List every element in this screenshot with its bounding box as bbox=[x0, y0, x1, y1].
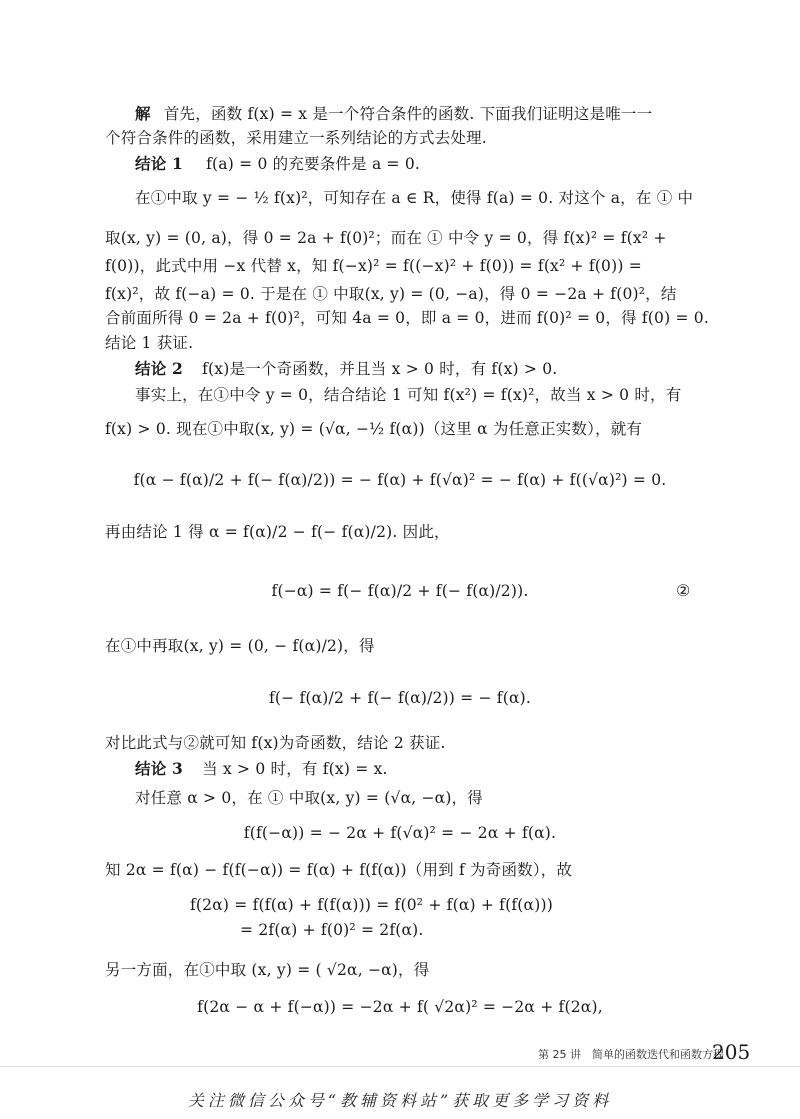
equation-4: f(f(−α)) = − 2α + f(√α)² = − 2α + f(α). bbox=[243, 824, 557, 842]
chapter-footer: 第 25 讲 简单的函数迭代和函数方程 bbox=[538, 1048, 724, 1061]
conclusion-2-title: 结论 2 bbox=[135, 359, 183, 378]
conclusion-3 bbox=[135, 759, 735, 779]
text-line: 另一方面，在①中取 (x, y) = ( √2α, −α)，得 bbox=[105, 961, 430, 979]
text-line: f(x) > 0. 现在①中取(x, y) = (√α, −½ f(α))（这里 α 为任意正实数），就有 bbox=[105, 420, 643, 438]
conclusion-1-statement: f(a) = 0 的充要条件是 a = 0. bbox=[206, 155, 421, 173]
equation-5a: f(2α) = f(f(α) + f(f(α))) = f(0² + f(α) + f(f(α))) bbox=[190, 896, 553, 914]
text-line: 事实上，在①中令 y = 0，结合结论 1 可知 f(x²) = f(x)²，故当 x > 0 时，有 bbox=[135, 386, 682, 404]
text-line: 再由结论 1 得 α = f(α)/2 − f(− f(α)/2). 因此， bbox=[105, 523, 450, 541]
conclusion-3-title: 结论 3 bbox=[135, 759, 183, 778]
intro-text: 首先，函数 f(x) = x 是一个符合条件的函数. 下面我们证明这是唯一一 bbox=[163, 105, 653, 123]
text-line: 在①中再取(x, y) = (0, − f(α)/2)，得 bbox=[105, 637, 375, 655]
equation-6: f(2α − α + f(−α)) = −2α + f( √2α)² = −2α + f(2α), bbox=[197, 998, 603, 1016]
text-line: 对任意 α > 0，在 ① 中取(x, y) = (√α, −α)，得 bbox=[135, 789, 483, 807]
equation-2: f(−α) = f(− f(α)/2 + f(− f(α)/2)). bbox=[271, 582, 529, 600]
divider bbox=[0, 1066, 800, 1067]
conclusion-1-title: 结论 1 bbox=[135, 154, 183, 173]
intro-line bbox=[105, 104, 705, 124]
watermark-text: 关注微信公众号“教辅资料站”获取更多学习资料 bbox=[187, 1091, 613, 1110]
conclusion-1 bbox=[135, 154, 735, 174]
text-line: 个符合条件的函数，采用建立一系列结论的方式去处理. bbox=[105, 129, 487, 147]
conclusion-3-statement: 当 x > 0 时，有 f(x) = x. bbox=[202, 760, 388, 778]
text-line: f(x)²，故 f(−a) = 0. 于是在 ① 中取(x, y) = (0, −a)，得 0 = −2a + f(0)²，结 bbox=[105, 285, 677, 303]
text-line: f(0))，此式中用 −x 代替 x，知 f(−x)² = f((−x)² + f(0)) = f(x² + f(0)) = bbox=[105, 257, 642, 275]
text-line: 结论 1 获证. bbox=[105, 334, 194, 352]
text-line: 知 2α = f(α) − f(f(−α)) = f(α) + f(f(α))（用到 f 为奇函数），故 bbox=[105, 861, 573, 879]
equation-3: f(− f(α)/2 + f(− f(α)/2)) = − f(α). bbox=[268, 689, 532, 707]
conclusion-2-statement: f(x)是一个奇函数，并且当 x > 0 时，有 f(x) > 0. bbox=[202, 360, 558, 378]
solution-label: 解 bbox=[135, 104, 151, 123]
equation-5b: = 2f(α) + f(0)² = 2f(α). bbox=[240, 921, 424, 939]
text-line: 合前面所得 0 = 2a + f(0)²，可知 4a = 0，即 a = 0，进而 f(0)² = 0，得 f(0) = 0. bbox=[105, 309, 709, 327]
text-line: 取(x, y) = (0, a)，得 0 = 2a + f(0)²；而在 ① 中令 y = 0，得 f(x)² = f(x² + bbox=[105, 229, 667, 247]
text-line: 在①中取 y = − ½ f(x)²，可知存在 a ∈ R，使得 f(a) = 0. 对这个 a，在 ① 中 bbox=[135, 189, 694, 207]
page-number: 205 bbox=[712, 1040, 751, 1064]
equation-number-2: ② bbox=[676, 581, 691, 600]
equation-1: f(α − f(α)/2 + f(− f(α)/2)) = − f(α) + f(√α)² = − f(α) + f((√α)²) = 0. bbox=[133, 471, 667, 489]
text-line: 对比此式与②就可知 f(x)为奇函数，结论 2 获证. bbox=[105, 734, 446, 752]
conclusion-2 bbox=[135, 359, 735, 379]
